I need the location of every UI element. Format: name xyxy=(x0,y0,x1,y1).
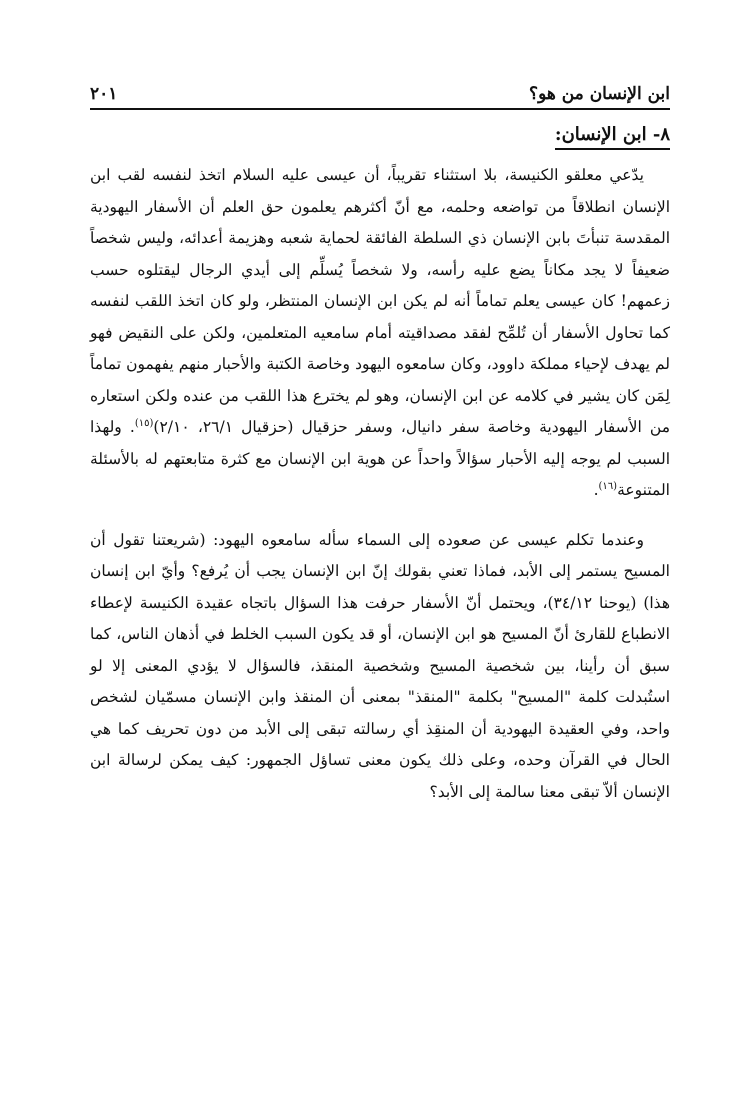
paragraph-2-text: وعندما تكلم عيسى عن صعوده إلى السماء سأله سامعوه اليهود: (شريعتنا تقول أن المسيح يستمر إلى الأبد، فماذا تعني بقولك إنّ ابن الإنسان يجب أن يُرفع؟ وأيّ ابن إنسان هذا) (يوحنا ٣٤/١٢)، ويحتمل أنّ الأسفار حرفت هذا السؤال باتجاه عقيدة الكنيسة لإعطاء الانطباع للقارئ أنّ المسيح هو ابن الإنسان، أو قد يكون السبب الخلط في أذهان الناس، كما سبق أن رأينا، بين شخصية المسيح وشخصية المنقذ، فالسؤال لا يؤدي المعنى إلا لو استُبدلت كلمة "المسيح" بكلمة "المنقذ" بمعنى أن المنقذ وابن الإنسان مسمّيان لشخص واحد، وفي العقيدة اليهودية أن المنقِذ أي رسالته تبقى إلى الأبد من دون تحريف كما هي الحال في القرآن وحده، وعلى ذلك يكون معنى تساؤل الجمهور: كيف يمكن لرسالة ابن الإنسان ألاّ تبقى معنا سالمة إلى الأبد؟ xyxy=(90,530,670,801)
paragraph-1-text-b: . ولهذا السبب لم يوجه إليه الأحبار سؤالاً واحداً عن هوية ابن الإنسان مع كثرة متابعتهم له بالأسئلة المتنوعة xyxy=(90,418,670,499)
page xyxy=(90,74,670,808)
running-title: ابن الإنسان من هو؟ xyxy=(529,84,670,104)
paragraph-1-text-c: . xyxy=(593,481,599,499)
paragraph-2 xyxy=(90,525,670,809)
footnote-ref-16: (١٦) xyxy=(598,480,618,492)
running-header xyxy=(90,74,670,110)
paragraph-1 xyxy=(90,160,670,507)
section-heading: ٨- ابن الإنسان: xyxy=(555,124,670,150)
footnote-ref-15: (١٥) xyxy=(134,417,154,429)
page-number: ٢٠١ xyxy=(90,84,118,104)
paragraph-1-text: يدّعي معلقو الكنيسة، بلا استثناء تقريباً، أن عيسى عليه السلام اتخذ لنفسه لقب ابن الإنسان انطلاقاً من تواضعه وحلمه، مع أنّ أكثرهم يعلمون حق العلم أن الأسفار اليهودية المقدسة تنبأتَ بابن الإنسان ذي السلطة الفائقة لحماية شعبه وهزيمة أعدائه، وليس شخصاً ضعيفاً لا يجد مكاناً يضع عليه رأسه، ولا شخصاً يُسلِّم إلى أيدي الرجال ليقتلوه حسب زعمهم! كان عيسى يعلم تماماً أنه لم يكن ابن الإنسان المنتظر، ولو كان اتخذ اللقب لنفسه كما تحاول الأسفار أن تُلمِّح لفقد مصداقيته أمام سامعيه المتعلمين، ولكن على النقيض فهو لم يهدف لإحياء مملكة داوود، وكان سامعوه اليهود وخاصة الكتبة والأحبار منهم يفهمون تماماً لِمَن كان يشير في كلامه عن ابن الإنسان، وهو لم يخترع هذا اللقب من عنده ولكن استعاره من الأسفار اليهودية وخاصة سفر دانيال، وسفر حزقيال (حزقيال ٢٦/١، ٢/١٠) xyxy=(90,166,670,436)
